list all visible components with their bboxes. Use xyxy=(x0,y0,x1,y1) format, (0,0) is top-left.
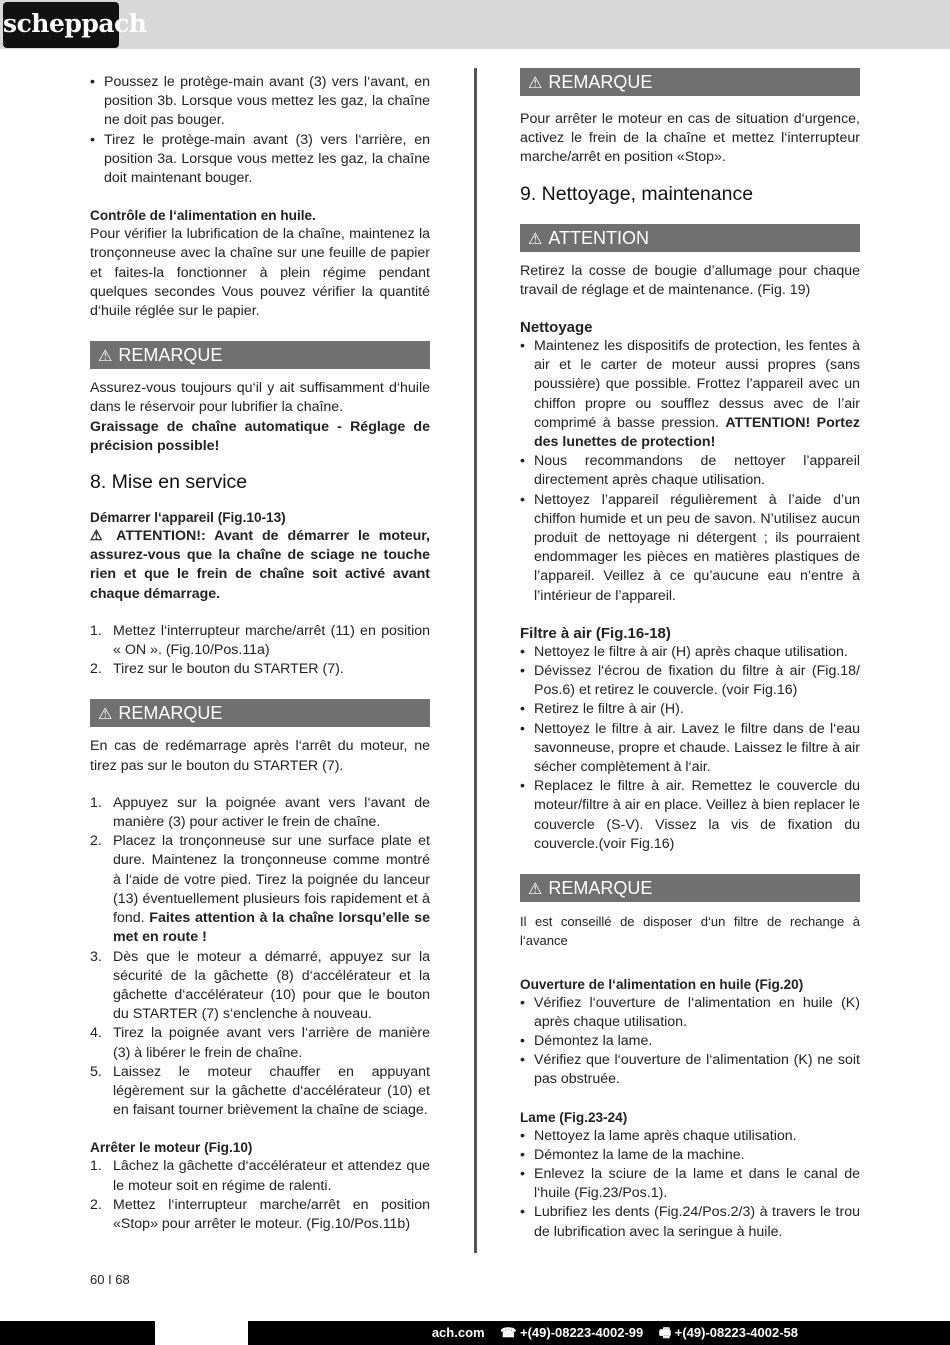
list-item: • Démontez la lame de la machine. xyxy=(520,1146,860,1165)
remark-text: Assurez-vous toujours qu‘il y ait suffisamment d‘huile dans le réservoir pour lubrifier la chaîne. xyxy=(90,380,430,416)
remark-text: En cas de redémarrage après l‘arrêt du moteur, ne tirez pas sur le bouton du STARTER (7). xyxy=(90,738,430,774)
blade-list xyxy=(520,1127,860,1242)
start-heading: Démarrer l‘appareil (Fig.10-13) xyxy=(90,510,286,526)
list-item: • Dévissez l‘écrou de fixation du filtre à air (Fig.18/ Pos.6) et retirez le couvercle. (voir Fig.16) xyxy=(520,662,860,700)
list-item: 1. Lâchez la gâchette d‘accélérateur et attendez que le moteur soit en régime de ralenti. xyxy=(90,1158,430,1194)
remark-box: ⚠ REMARQUE xyxy=(90,341,430,369)
warning-icon: ⚠ xyxy=(98,706,113,724)
list-item: • Nettoyez le filtre à air (H) après chaque utilisation. xyxy=(520,643,860,662)
list-item: 2. Placez la tronçonneuse sur une surface plate et dure. Maintenez la tronçonneuse comme montré à l‘aide de votre pied. Tirez la poignée du lanceur (13) éventuellement plusieurs fois rapidement et à fond. Faites attention à la chaîne lorsqu’elle se met en route ! xyxy=(90,833,430,946)
list-item: • Replacez le filtre à air. Remettez le couvercle du moteur/filtre à air en place. Veillez à bien replacer le couvercle (S-V). Vissez la vis de fixation du couvercle.(voir Fig.16) xyxy=(520,777,860,854)
fax-text: 🖷 +(49)-08223-4002-58 xyxy=(658,1325,798,1340)
air-filter-list xyxy=(520,643,860,854)
list-item: • Tirez le protège-main avant (3) vers l‘arrière, en position 3a. Lorsque vous mettez les gaz, la chaîne doit maintenant bouger. xyxy=(90,131,430,189)
remark-box: ⚠ REMARQUE xyxy=(520,68,860,96)
oil-opening-list xyxy=(520,994,860,1090)
warning-icon: ⚠ xyxy=(528,230,543,248)
list-item: • Poussez le protège-main avant (3) vers l‘avant, en position 3b. Lorsque vous mettez les gaz, la chaîne ne doit pas bouger. xyxy=(90,73,430,131)
section-8-title: 8. Mise en service xyxy=(90,471,248,494)
list-item: • Enlevez la sciure de la lame et dans le canal de l‘huile (Fig.23/Pos.1). xyxy=(520,1165,860,1203)
footer-contact xyxy=(420,1321,798,1345)
list-item: • Maintenez les dispositifs de protection, les fentes à air et le carter de moteur aussi propres (sans poussière) que possible. Frottez l’appareil avec un chiffon propre ou soufflez dessus avec de l’air comprimé à basse pression. ATTENTION! Portez des lunettes de protection! xyxy=(520,337,860,452)
list-item: 1. Appuyez sur la poignée avant vers l‘avant de manière (3) pour activer le frein de chaîne. xyxy=(90,794,430,831)
attention-box: ⚠ ATTENTION xyxy=(520,224,860,252)
remark-text: Pour arrêter le moteur en cas de situation d‘urgence, activez le frein de la chaîne et mettez l‘interrupteur marche/arrêt en position «Stop». xyxy=(520,111,860,166)
oil-check-text: Pour vérifier la lubrification de la chaîne, maintenez la tronçonneuse avec la chaîne sur une feuille de papier et faites-la fonctionner à plein régime pendant quelques secondes Vous pouvez vérifier la quantité d‘huile réglée sur le papier. xyxy=(90,226,430,320)
list-item: • Nous recommandons de nettoyer l’appareil directement après chaque utilisation. xyxy=(520,452,860,490)
air-filter-heading: Filtre à air (Fig.16-18) xyxy=(520,624,671,642)
cleaning-list xyxy=(520,337,860,606)
restart-steps xyxy=(90,794,430,1120)
list-item: 3. Dès que le moteur a démarré, appuyez sur la sécurité de la gâchette (8) d‘accélérateur et la gâchette d‘accélérateur (10) pour que le bouton du STARTER (7) s‘enclenche à nouveau. xyxy=(90,948,430,1023)
page-number: 60 I 68 xyxy=(90,1272,130,1287)
oil-opening-heading: Ouverture de l‘alimentation en huile (Fig.20) xyxy=(520,976,804,992)
remark-box: ⚠ REMARQUE xyxy=(520,874,860,902)
stop-heading: Arrêter le moteur (Fig.10) xyxy=(90,1140,253,1156)
list-item: • Lubrifiez les dents (Fig.24/Pos.2/3) à travers le trou de lubrification avec la seringue à huile. xyxy=(520,1203,860,1241)
list-item: 2. Mettez l‘interrupteur marche/arrêt en position «Stop» pour arrêter le moteur. (Fig.10/Pos.11b) xyxy=(90,1196,430,1232)
warning-icon: ⚠ xyxy=(528,75,543,92)
start-steps xyxy=(90,622,430,680)
list-item: • Vérifiez l‘ouverture de l‘alimentation en huile (K) après chaque utilisation. xyxy=(520,994,860,1032)
cleaning-heading: Nettoyage xyxy=(520,319,593,337)
list-item: 5. Laissez le moteur chauffer en appuyant légèrement sur la gâchette d‘accélérateur (10) et en faisant tourner brièvement la chaîne de sciage. xyxy=(90,1063,430,1119)
hand-guard-list xyxy=(90,73,430,188)
stop-steps xyxy=(90,1157,430,1234)
warning-icon: ⚠ xyxy=(528,881,543,899)
left-column xyxy=(90,73,430,1234)
section-9-title: 9. Nettoyage, maintenance xyxy=(520,182,754,205)
oil-check-heading: Contrôle de l‘alimentation en huile. xyxy=(90,208,316,224)
right-column xyxy=(520,68,860,1242)
remark-box: ⚠ REMARQUE xyxy=(90,699,430,727)
column-divider xyxy=(474,68,477,1253)
list-item: • Nettoyez l’appareil régulièrement à l’aide d’un chiffon humide et un peu de savon. N’utilisez aucun produit de nettoyage ni détergent ; ils pourraient endommager les pièces en matières plastiques de l’appareil. Veillez à ce qu’aucune eau n’entre à l’intérieur de l’appareil. xyxy=(520,491,860,606)
list-item: 1. Mettez l‘interrupteur marche/arrêt (11) en position « ON ». (Fig.10/Pos.11a) xyxy=(90,622,430,659)
phone-text: ☎ +(49)-08223-4002-99 xyxy=(500,1325,644,1340)
list-item: 2. Tirez sur le bouton du STARTER (7). xyxy=(90,661,344,678)
list-item: 4. Tirez la poignée avant vers l‘arrière de manière (3) à libérer le frein de chaîne. xyxy=(90,1025,430,1061)
list-item: • Nettoyez le filtre à air. Lavez le filtre dans de l‘eau savonneuse, propre et chaude. Laissez le filtre à air sécher complètement à l‘air. xyxy=(520,720,860,778)
list-item: • Démontez la lame. xyxy=(520,1032,860,1051)
list-item: • Nettoyez la lame après chaque utilisation. xyxy=(520,1127,860,1146)
remark-text: Il est conseillé de disposer d‘un filtre de rechange à l‘avance xyxy=(520,914,860,949)
remark-bold-text: Graissage de chaîne automatique - Réglage de précision possible! xyxy=(90,418,430,454)
attention-text: Retirez la cosse de bougie d’allumage pour chaque travail de réglage et de maintenance. (Fig. 19) xyxy=(520,262,860,298)
website-text: ach.com xyxy=(431,1325,485,1340)
brand-logo: scheppach xyxy=(3,2,119,48)
list-item: • Retirez le filtre à air (H). xyxy=(520,700,860,719)
warning-icon: ⚠ xyxy=(98,348,113,366)
start-warning: ⚠ ATTENTION!: Avant de démarrer le moteur, assurez-vous que la chaîne de sciage ne touche rien et que le frein de chaîne soit activé avant chaque démarrage. xyxy=(90,528,430,602)
header-bar xyxy=(0,0,950,49)
list-item: • Vérifiez que l‘ouverture de l‘alimentation (K) ne soit pas obstruée. xyxy=(520,1051,860,1089)
footer-gap xyxy=(155,1321,248,1345)
blade-heading: Lame (Fig.23-24) xyxy=(520,1109,628,1125)
